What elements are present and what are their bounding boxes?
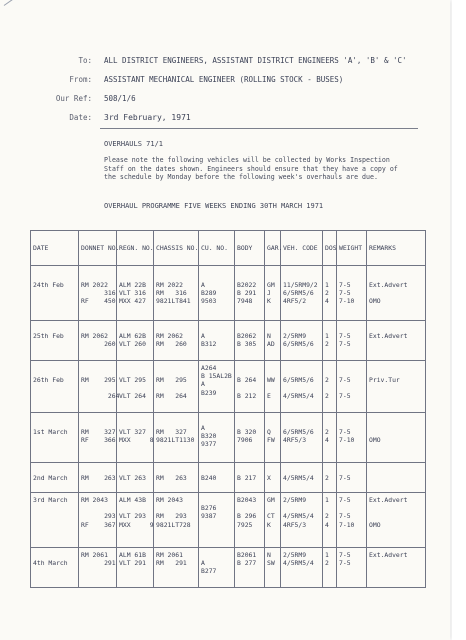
- cell-body: B2062 B 305: [235, 321, 265, 361]
- from-value: ASSISTANT MECHANICAL ENGINEER (ROLLING STOCK - BUSES): [104, 75, 344, 84]
- cell-date: 2nd March: [31, 463, 79, 493]
- cell-dos: 1 2: [323, 321, 337, 361]
- to-label: To:: [78, 56, 92, 65]
- cell-remarks: [367, 463, 426, 493]
- cell-code: 2/5RM9 6/5RM5/6: [281, 321, 323, 361]
- cell-dos: 1 2 4: [323, 266, 337, 321]
- cell-cu: B276 9387: [199, 493, 235, 548]
- cell-weight: 7-5: [337, 463, 367, 493]
- cell-chassis: RM 2061 RM 291: [154, 548, 199, 588]
- overhaul-table: [30, 230, 426, 588]
- cell-weight: 7-5 7-10: [337, 413, 367, 463]
- cell-body: B2043 B 296 7925: [235, 493, 265, 548]
- col-header-date: DATE: [31, 231, 79, 266]
- col-header-donnet: DONNET NO.: [79, 231, 117, 266]
- cell-code: 6/5RM5/6 4RF5/3: [281, 413, 323, 463]
- cell-gar: GM CT K: [265, 493, 281, 548]
- table-row: [31, 548, 426, 588]
- cell-body: B 217: [235, 463, 265, 493]
- col-header-remarks: REMARKS: [367, 231, 426, 266]
- cell-code: 4/5RM5/4: [281, 463, 323, 493]
- cell-code: 2/5RM9 4/5RM5/4 4RF5/3: [281, 493, 323, 548]
- cell-body: B 320 7906: [235, 413, 265, 463]
- cell-chassis: RM 327 9821LT1130: [154, 413, 199, 463]
- cell-remarks: Ext.Advert: [367, 548, 426, 588]
- col-header-weight: WEIGHT: [337, 231, 367, 266]
- to-value: ALL DISTRICT ENGINEERS, ASSISTANT DISTRICT ENGINEERS 'A', 'B' & 'C': [104, 56, 407, 65]
- cell-code: 2/5RM9 4/5RM5/4: [281, 548, 323, 588]
- cell-remarks: Ext.Advert OMO: [367, 266, 426, 321]
- header-rule: [100, 128, 418, 129]
- cell-weight: 7-5 7-5: [337, 361, 367, 413]
- cell-cu: A B312: [199, 321, 235, 361]
- cell-body: B2022 B 291 7948: [235, 266, 265, 321]
- cell-date: 1st March: [31, 413, 79, 463]
- programme-heading: OVERHAUL PROGRAMME FIVE WEEKS ENDING 30TH MARCH 1971: [104, 202, 324, 210]
- cell-weight: 7-5 7-5 7-10: [337, 266, 367, 321]
- cell-date: 24th Feb: [31, 266, 79, 321]
- cell-chassis: RM 2022 RM 316 9821LT841: [154, 266, 199, 321]
- cell-regn: VLT 327 MXX 8: [117, 413, 154, 463]
- cell-chassis: RM 2043 RM 293 9821LT728: [154, 493, 199, 548]
- cell-donnet: RM 2061 291: [79, 548, 117, 588]
- cell-donnet: RM 2022 316 RF 450: [79, 266, 117, 321]
- date-label: Date:: [69, 113, 92, 122]
- cell-remarks: OMO: [367, 413, 426, 463]
- cell-dos: 2: [323, 463, 337, 493]
- pen-mark: [4, 0, 24, 6]
- cell-date: 26th Feb: [31, 361, 79, 413]
- cell-weight: 7-5 7-5: [337, 321, 367, 361]
- cell-remarks: Ext.Advert OMO: [367, 493, 426, 548]
- cell-gar: N SW: [265, 548, 281, 588]
- cell-body: B 264 B 212: [235, 361, 265, 413]
- cell-donnet: RM 327 RF 366: [79, 413, 117, 463]
- cell-gar: N AD: [265, 321, 281, 361]
- col-header-dos: DOS: [323, 231, 337, 266]
- col-header-regn: REGN. NO.: [117, 231, 154, 266]
- cell-gar: WW E: [265, 361, 281, 413]
- cell-donnet: RM 2043 293 RF 367: [79, 493, 117, 548]
- cell-chassis: RM 2062 RM 260: [154, 321, 199, 361]
- cell-chassis: RM 295 RM 264: [154, 361, 199, 413]
- cell-donnet: RM 295 264: [79, 361, 117, 413]
- col-header-cu: CU. NO.: [199, 231, 235, 266]
- cell-date: 4th March: [31, 548, 79, 588]
- cell-remarks: Priv.Tur: [367, 361, 426, 413]
- cell-regn: ALM 22B VLT 316 MXX 427: [117, 266, 154, 321]
- table-row: [31, 266, 426, 321]
- cell-chassis: RM 263: [154, 463, 199, 493]
- cell-body: B2061 B 277: [235, 548, 265, 588]
- ref-label: Our Ref:: [55, 94, 92, 103]
- cell-dos: 2 4: [323, 413, 337, 463]
- cell-cu: B240: [199, 463, 235, 493]
- cell-regn: VLT 263: [117, 463, 154, 493]
- cell-dos: 2 2: [323, 361, 337, 413]
- table-row: [31, 321, 426, 361]
- col-header-code: VEH. CODE: [281, 231, 323, 266]
- cell-regn: ALM 43B VLT 293 MXX 9: [117, 493, 154, 548]
- cell-donnet: RM 2062 260: [79, 321, 117, 361]
- cell-cu: A B277: [199, 548, 235, 588]
- cell-dos: 1 2 4: [323, 493, 337, 548]
- cell-regn: ALM 62B VLT 260: [117, 321, 154, 361]
- body-paragraph: Please note the following vehicles will be collected by Works Inspection Staff on the dates shown. Engineers should ensure that they have a copy of the schedule by Monday before the following week's overhauls are due.: [104, 156, 398, 182]
- cell-weight: 7-5 7-5: [337, 548, 367, 588]
- cell-regn: ALM 61B VLT 291: [117, 548, 154, 588]
- cell-dos: 1 2: [323, 548, 337, 588]
- table-row: [31, 361, 426, 413]
- cell-gar: GM J K: [265, 266, 281, 321]
- cell-code: 6/5RM5/6 4/5RM5/4: [281, 361, 323, 413]
- cell-date: 3rd March: [31, 493, 79, 548]
- page-edge: [452, 0, 466, 640]
- table-row: [31, 413, 426, 463]
- cell-remarks: Ext.Advert: [367, 321, 426, 361]
- subject-line: OVERHAULS 71/1: [104, 140, 164, 148]
- ref-value: 508/1/6: [104, 94, 136, 103]
- cell-weight: 7-5 7-5 7-10: [337, 493, 367, 548]
- cell-cu: A B320 9377: [199, 413, 235, 463]
- table-row: [31, 493, 426, 548]
- cell-cu: A264 B 15AL2B A B239: [199, 361, 235, 413]
- cell-cu: A B289 9503: [199, 266, 235, 321]
- cell-code: 11/5RM9/2 6/5RM5/6 4RF5/2: [281, 266, 323, 321]
- from-label: From:: [69, 75, 92, 84]
- cell-date: 25th Feb: [31, 321, 79, 361]
- cell-gar: Q FW: [265, 413, 281, 463]
- table-row: [31, 463, 426, 493]
- cell-gar: X: [265, 463, 281, 493]
- table-header-row: [31, 231, 426, 266]
- col-header-body: BODY: [235, 231, 265, 266]
- col-header-gar: GAR.: [265, 231, 281, 266]
- cell-regn: VLT 295 VLT 264: [117, 361, 154, 413]
- cell-donnet: RM 263: [79, 463, 117, 493]
- col-header-chassis: CHASSIS NO.: [154, 231, 199, 266]
- date-value: 3rd February, 1971: [104, 113, 191, 122]
